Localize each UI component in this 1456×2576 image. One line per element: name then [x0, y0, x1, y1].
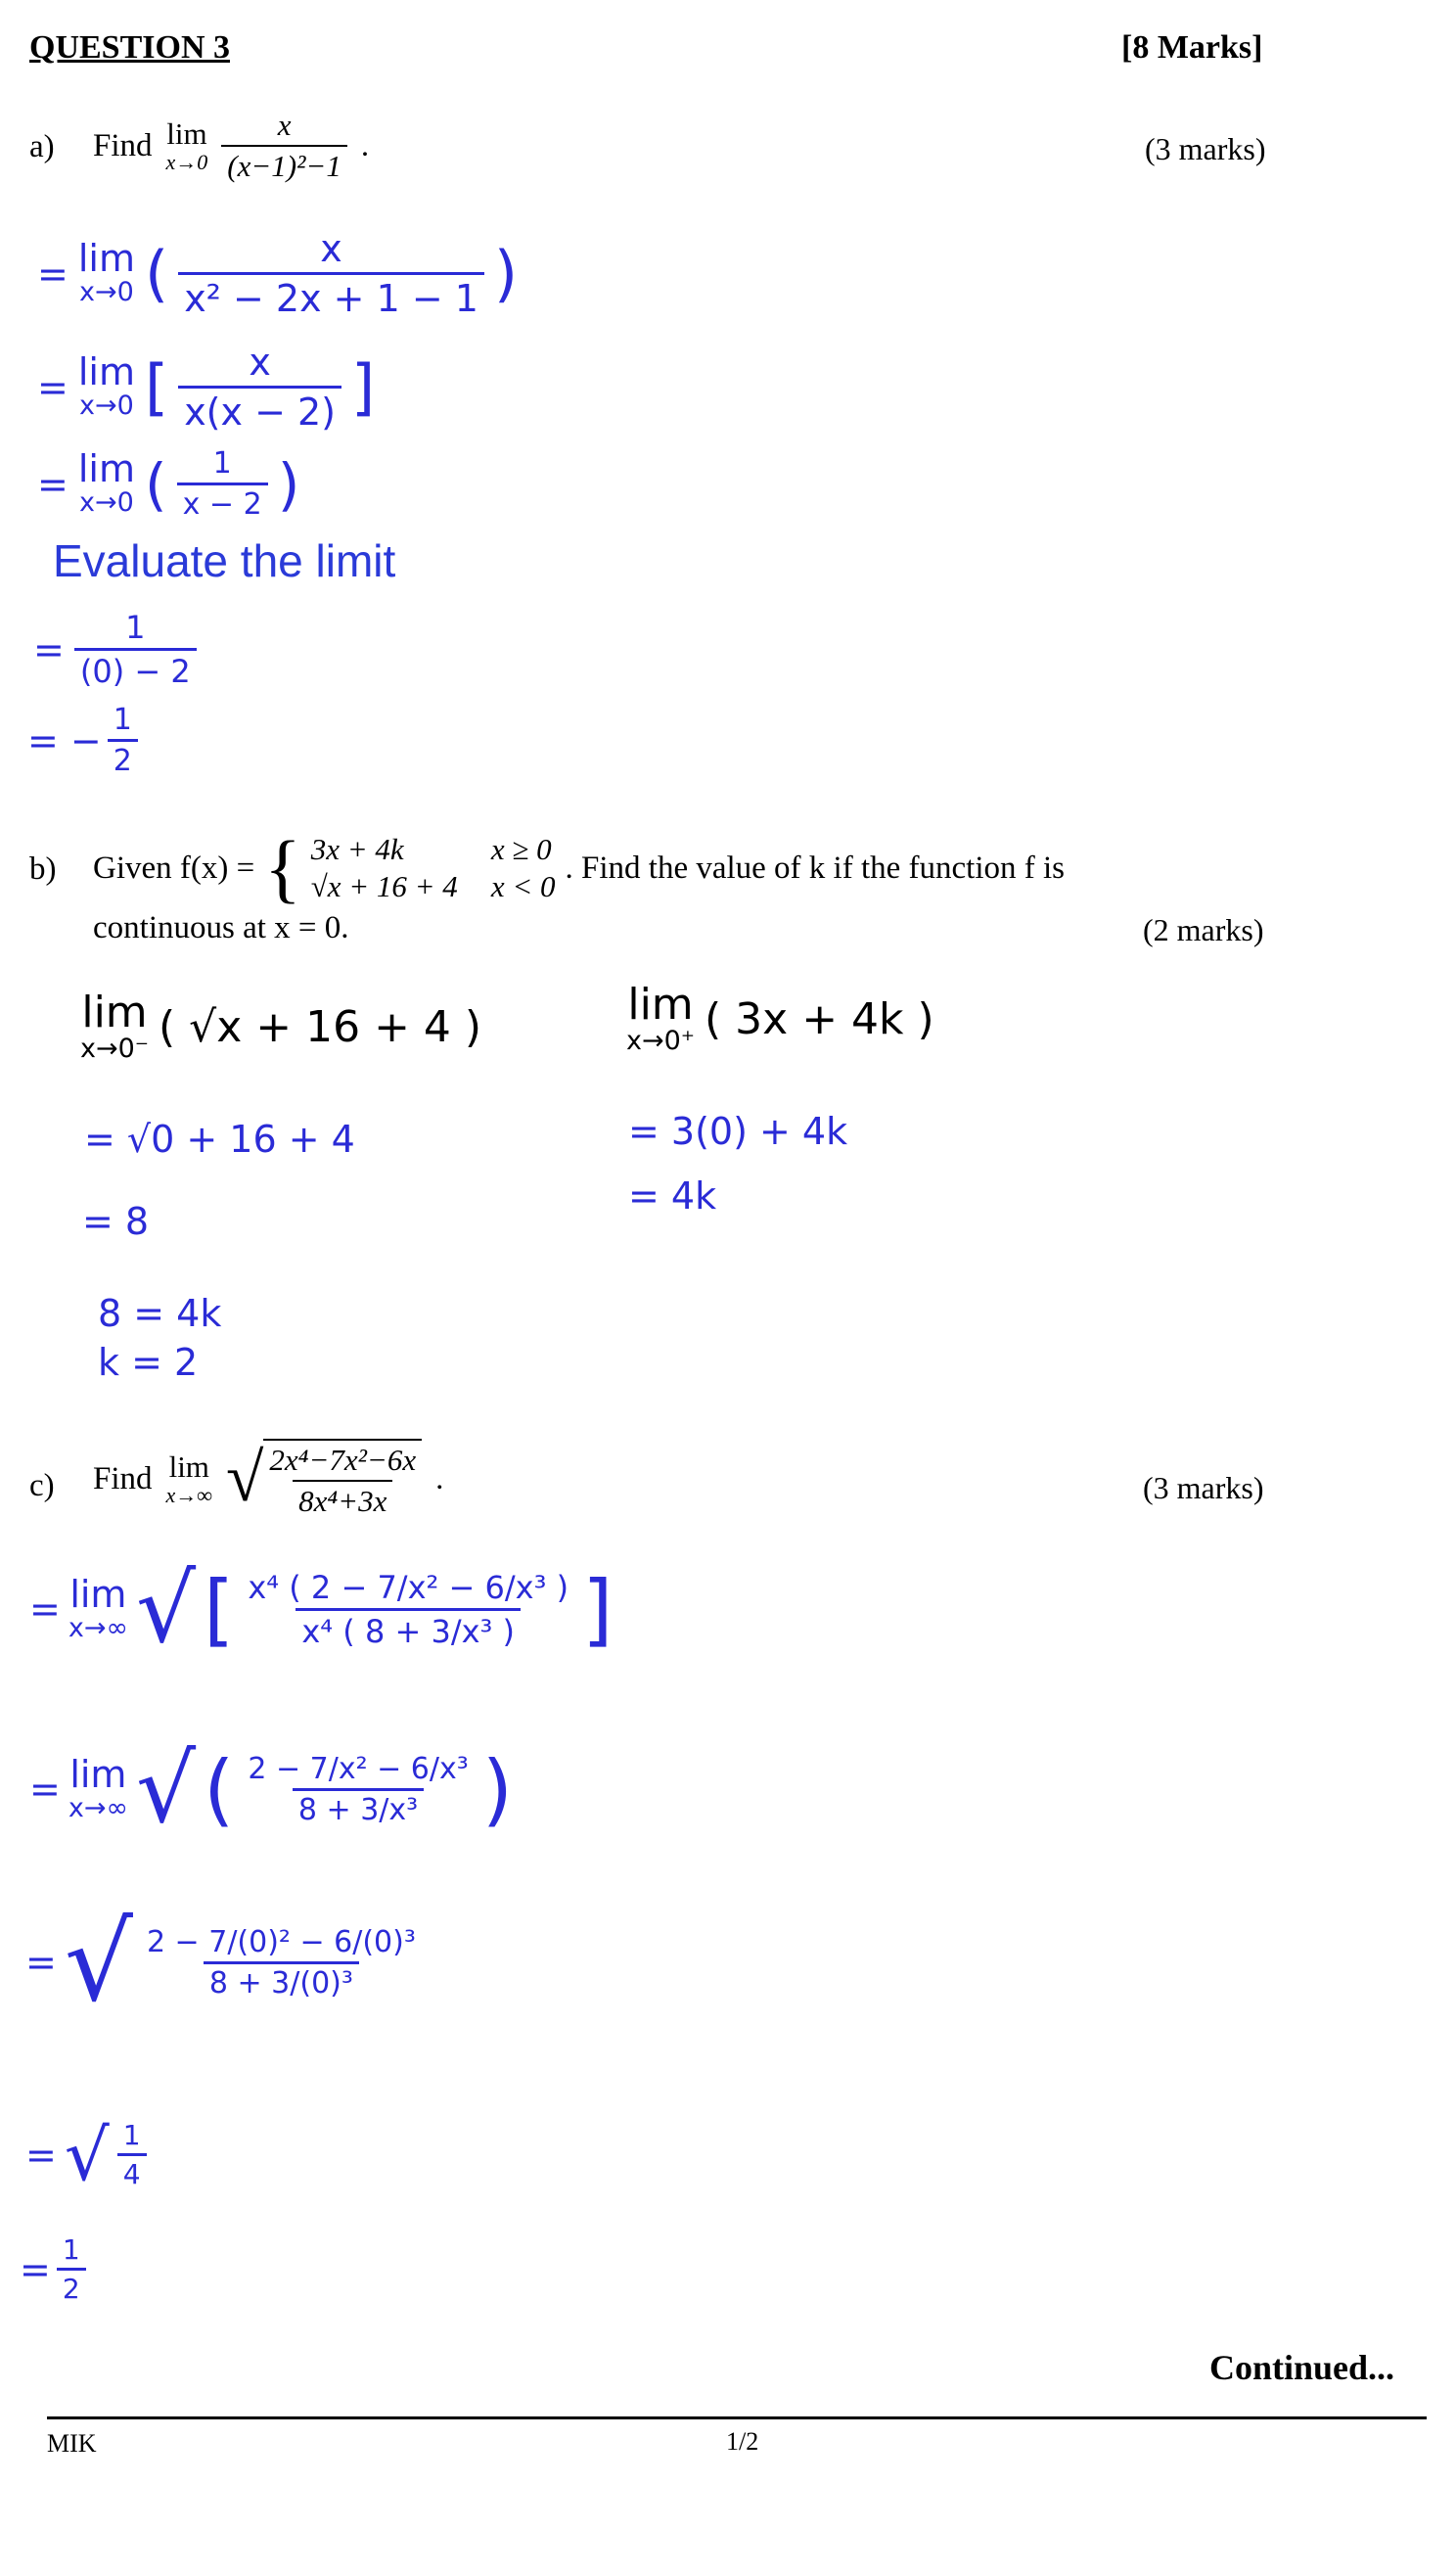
part-c-work-line-5: = $\frac{1}{2}$ — [20, 2233, 86, 2305]
footer-initials: MIK — [47, 2429, 97, 2458]
part-a-work-line-3: = lim x→0 ( $\frac{1}{x - 2}$ ) — [37, 446, 300, 522]
case-2-condition: x < 0 — [490, 869, 556, 903]
hand-limit: lim x→0 — [77, 447, 135, 519]
part-c-work-line-4: = √ $\frac{1}{4}$ — [25, 2119, 147, 2190]
part-a-work-line-5: = − $\frac{1}{2}$ — [27, 703, 138, 778]
right-bracket: ] — [351, 351, 376, 423]
part-b-equation-1: 8 = 4k — [98, 1292, 222, 1335]
part-b-rest: . Find the value of k if the function f is — [565, 850, 1065, 886]
part-a-work-frac-4: $\frac{1}{(0) - 2}$ — [74, 609, 197, 690]
left-bracket: [ — [144, 351, 169, 423]
piecewise-brace: { — [264, 824, 301, 910]
part-a-answer-frac: $\frac{1}{2}$ — [108, 703, 138, 778]
part-b-right-line-1: = 3(0) + 4k — [628, 1110, 848, 1153]
part-c-work-line-2: = lim x→∞ √ ( $\frac{\text{2 − 7/x² − 6/x³}}{\text{8 + 3/x³}}$ ) — [29, 1734, 514, 1844]
part-a-work-line-4: = $\frac{1}{(0) - 2}$ — [33, 609, 197, 690]
part-a-work-frac-1: $\frac{x}{\text{x² − 2x + 1 − 1}}$ — [178, 227, 484, 320]
part-c-work-line-1: = lim x→∞ √ [ $\frac{\text{x⁴ ( 2 − 7/x² − 6/x³ )}}{\text{x⁴ ( 8 + 3/x³ )}}$ ] — [29, 1554, 614, 1664]
part-c-limit: lim x→∞ — [165, 1449, 212, 1507]
part-a-lim-sub: x→0 — [165, 149, 208, 174]
part-a-work-line-1 — [37, 227, 518, 320]
part-c-work-frac-2: $\frac{\text{2 − 7/x² − 6/x³}}{\text{8 + 3/x³}}$ — [248, 1751, 469, 1827]
case-1-condition: x ≥ 0 — [490, 832, 552, 866]
equals-sign: = — [37, 252, 68, 296]
part-b-right-line-2: = 4k — [628, 1174, 717, 1218]
part-c-marks: (3 marks) — [1143, 1470, 1264, 1505]
part-a-lim-word: lim — [166, 116, 207, 152]
part-c-question: Find lim x→∞ √ $\frac{\text{2x⁴−7x²−6x}}{\text{8x⁴+3x}}$ . — [93, 1441, 444, 1518]
part-a-prompt: Find — [93, 127, 153, 163]
part-a-work-line-2: = lim x→0 [ $\frac{x}{x(x - 2)}$ ] — [37, 341, 376, 434]
part-b-marks: (2 marks) — [1143, 912, 1264, 947]
part-b-question — [93, 824, 1065, 910]
right-paren: ) — [493, 238, 519, 309]
part-b-left-line-2: = 8 — [82, 1200, 150, 1243]
part-a-question — [93, 108, 369, 184]
part-a-end: . — [360, 127, 370, 163]
footer-rule — [47, 2416, 1427, 2419]
case-2-expression: √x + 16 + 4 — [310, 869, 458, 903]
part-a-denominator: (x−1)²−1 — [221, 145, 347, 184]
part-c-work-line-3: = √ $\frac{\text{2 − 7/(0)² − 6/(0)³}}{\text{8 + 3/(0)³}}$ — [25, 1909, 422, 2016]
part-c-fraction: $\frac{\text{2x⁴−7x²−6x}}{\text{8x⁴+3x}}$ — [263, 1439, 422, 1519]
part-c-prompt: Find — [93, 1460, 153, 1496]
part-c-work-frac-3: $\frac{\text{2 − 7/(0)² − 6/(0)³}}{\text{8 + 3/(0)³}}$ — [146, 1924, 416, 2001]
total-marks: [8 Marks] — [1121, 29, 1263, 66]
part-b-equation-2: k = 2 — [98, 1341, 199, 1384]
part-c-sqrt — [226, 1439, 422, 1519]
hand-limit: lim x→0 — [77, 237, 135, 308]
part-b-left-line-1: = √0 + 16 + 4 — [84, 1118, 355, 1161]
part-a-fraction — [221, 108, 347, 184]
evaluate-note: Evaluate the limit — [53, 535, 396, 586]
part-b-line-2: continuous at x = 0. — [93, 910, 349, 945]
left-paren: ( — [144, 238, 169, 309]
piecewise-cases — [311, 832, 556, 904]
part-a-numerator: x — [277, 108, 292, 142]
part-c-work-frac-4: $\frac{1}{4}$ — [117, 2119, 147, 2190]
part-a-work-frac-3: $\frac{1}{x - 2}$ — [177, 446, 268, 522]
part-b-right-limit: lim x→0⁺ ( 3x + 4k ) — [626, 980, 934, 1057]
continued-label: Continued... — [1209, 2348, 1395, 2387]
part-c-answer-frac: $\frac{1}{2}$ — [57, 2233, 86, 2305]
hand-limit: lim x→0 — [77, 350, 135, 422]
page-number: 1/2 — [726, 2427, 759, 2456]
part-a-limit — [166, 118, 208, 173]
part-c-work-frac-1: $\frac{\text{x⁴ ( 2 − 7/x² − 6/x³ )}}{\text{x⁴ ( 8 + 3/x³ )}}$ — [248, 1568, 569, 1650]
part-a-label: a) — [29, 129, 55, 164]
part-a-marks: (3 marks) — [1145, 131, 1266, 166]
part-b-left-limit: lim x→0⁻ ( √x + 16 + 4 ) — [80, 988, 482, 1065]
part-c-label: c) — [29, 1468, 55, 1503]
case-1-expression: 3x + 4k — [310, 832, 404, 866]
question-title: QUESTION 3 — [29, 29, 230, 66]
part-a-work-frac-2: $\frac{x}{x(x - 2)}$ — [178, 341, 341, 434]
part-b-label: b) — [29, 851, 57, 887]
part-b-given: Given f(x) = — [93, 850, 255, 886]
radical-sign: √ — [225, 1441, 264, 1516]
